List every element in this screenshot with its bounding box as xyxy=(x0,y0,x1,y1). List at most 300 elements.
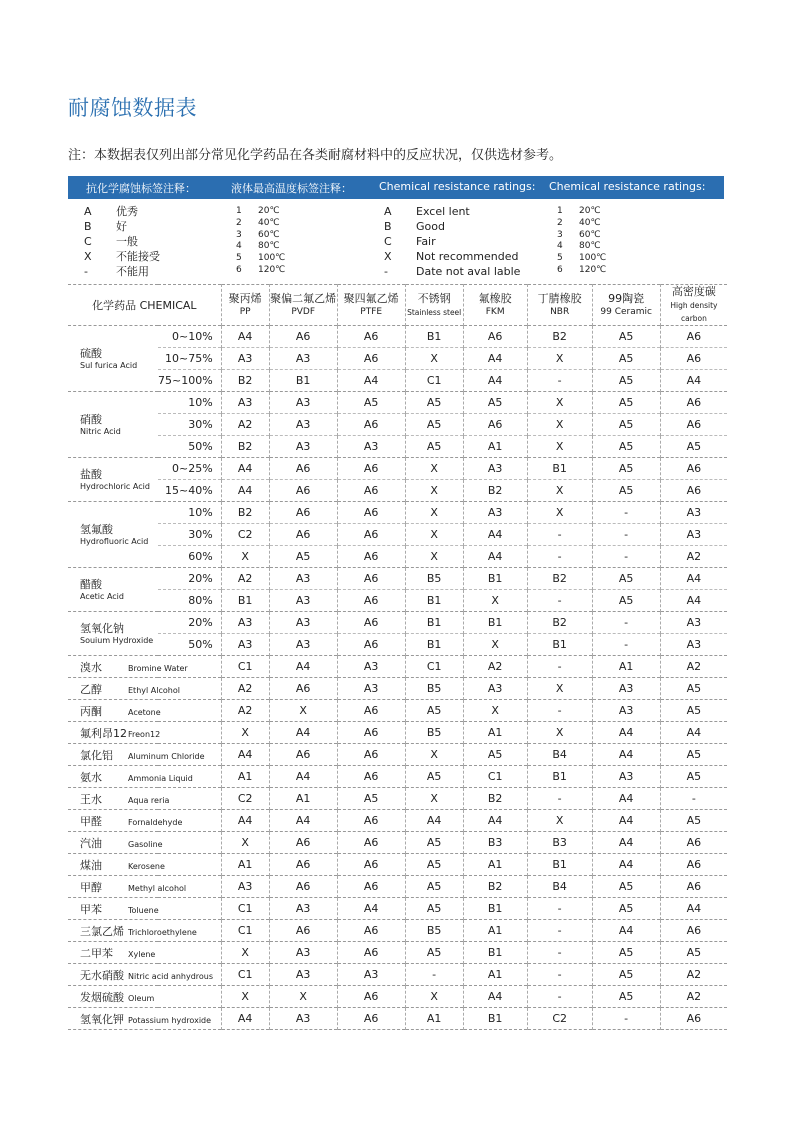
chemical-name-cell xyxy=(68,1008,221,1030)
concentration-cell: 10~75% xyxy=(165,352,213,365)
rating-cell: A3 xyxy=(221,392,269,414)
rating-cell: A2 xyxy=(221,568,269,590)
column-header xyxy=(527,285,592,326)
rating-cell: A5 xyxy=(592,876,660,898)
rating-cell: A5 xyxy=(463,744,527,766)
column-header-zh: 聚偏二氟乙烯 xyxy=(270,291,337,305)
rating-cell: - xyxy=(405,964,463,986)
chemical-name-en: Souium Hydroxide xyxy=(80,635,154,645)
rating-cell: A6 xyxy=(337,568,405,590)
rating-cell: A5 xyxy=(592,392,660,414)
column-header-en: Stainless steel xyxy=(407,307,462,317)
legend-row xyxy=(84,234,160,249)
rating-cell: B1 xyxy=(527,634,592,656)
rating-cell: A6 xyxy=(337,766,405,788)
rating-cell: A2 xyxy=(221,414,269,436)
rating-cell: A4 xyxy=(221,810,269,832)
rating-cell: A4 xyxy=(221,458,269,480)
column-header-zh: 99陶瓷 xyxy=(608,291,645,305)
rating-cell: A6 xyxy=(337,634,405,656)
rating-cell: A6 xyxy=(660,876,727,898)
chemical-name-cell xyxy=(68,722,221,744)
rating-cell: A4 xyxy=(592,920,660,942)
rating-cell: A6 xyxy=(463,326,527,348)
chemical-name-zh: 氢氟酸 xyxy=(80,522,113,536)
rating-cell: X xyxy=(269,700,337,722)
rating-cell: A4 xyxy=(660,370,727,392)
table-row xyxy=(68,348,727,370)
chemical-name-zh: 氢氧化钠 xyxy=(80,621,124,635)
rating-cell: C1 xyxy=(221,964,269,986)
chemical-name-cell xyxy=(68,700,221,722)
legend-row xyxy=(384,264,520,279)
table-row xyxy=(68,590,727,612)
rating-cell: A6 xyxy=(337,876,405,898)
column-header-en: PVDF xyxy=(291,306,316,317)
column-header xyxy=(405,285,463,326)
concentration-cell: 20% xyxy=(188,616,213,629)
chemical-name-en: Ethyl Alcohol xyxy=(128,685,180,695)
rating-cell: A3 xyxy=(269,590,337,612)
column-header-zh: 高密度碳 xyxy=(671,285,716,298)
rating-cell: B2 xyxy=(221,370,269,392)
rating-cell: A5 xyxy=(405,392,463,414)
rating-cell: A6 xyxy=(337,480,405,502)
rating-cell: - xyxy=(527,590,592,612)
rating-cell: A5 xyxy=(405,942,463,964)
rating-cell: B2 xyxy=(527,612,592,634)
rating-cell: - xyxy=(592,1008,660,1030)
rating-cell: A6 xyxy=(337,348,405,370)
column-header xyxy=(660,285,727,326)
chemical-name-en: Nitric acid anhydrous xyxy=(128,971,214,981)
legend-row xyxy=(236,253,285,265)
legend-value: Fair xyxy=(416,235,436,248)
rating-cell: A6 xyxy=(337,546,405,568)
rating-cell: - xyxy=(527,964,592,986)
column-header xyxy=(463,285,527,326)
chemical-name-cell xyxy=(68,942,221,964)
chemical-name-zh: 三氯乙烯 xyxy=(80,924,124,938)
chemical-name-zh: 硫酸 xyxy=(80,346,102,360)
rating-cell: A4 xyxy=(269,656,337,678)
chemical-name-en: Nitric Acid xyxy=(80,426,121,436)
chemical-name-cell xyxy=(68,392,158,458)
column-header xyxy=(337,285,405,326)
column-header-en: PP xyxy=(239,306,251,317)
legend-row xyxy=(557,253,606,265)
rating-cell: A3 xyxy=(269,1008,337,1030)
rating-cell: A5 xyxy=(405,854,463,876)
rating-cell: A1 xyxy=(463,964,527,986)
table-row xyxy=(68,656,727,678)
concentration-cell: 30% xyxy=(188,528,213,541)
rating-cell: A3 xyxy=(269,964,337,986)
chemical-column-header: 化学药品 CHEMICAL xyxy=(92,299,197,312)
rating-cell: X xyxy=(221,986,269,1008)
chemical-name-en: Acetic Acid xyxy=(80,591,124,601)
legend-row xyxy=(384,219,520,234)
rating-cell: A3 xyxy=(269,436,337,458)
rating-cell: A4 xyxy=(221,480,269,502)
table-row xyxy=(68,546,727,568)
rating-cell: A5 xyxy=(337,392,405,414)
chemical-name-cell xyxy=(68,458,158,502)
legend-key: B xyxy=(384,220,392,233)
rating-cell: A4 xyxy=(660,898,727,920)
rating-cell: A4 xyxy=(269,810,337,832)
rating-cell: A6 xyxy=(660,1008,727,1030)
table-row xyxy=(68,920,727,942)
chemical-name-cell xyxy=(68,854,221,876)
rating-cell: A3 xyxy=(337,436,405,458)
rating-cell: B2 xyxy=(221,436,269,458)
legend-value: 一般 xyxy=(116,235,138,248)
column-header xyxy=(221,285,269,326)
legend-row xyxy=(557,241,606,253)
concentration-cell: 0~25% xyxy=(172,462,213,475)
rating-cell: A6 xyxy=(269,920,337,942)
rating-cell: A2 xyxy=(221,678,269,700)
banner-en-ratings-heading: Chemical resistance ratings: xyxy=(379,180,536,193)
legend-row xyxy=(384,204,520,219)
chemical-name-cell xyxy=(68,832,221,854)
rating-cell: A3 xyxy=(592,700,660,722)
rating-cell: - xyxy=(592,612,660,634)
chemical-name-zh: 氨水 xyxy=(80,770,102,784)
rating-cell: A4 xyxy=(463,348,527,370)
rating-cell: A5 xyxy=(592,326,660,348)
rating-cell: A5 xyxy=(660,942,727,964)
legend-value: 不能用 xyxy=(116,265,149,278)
chemical-name-zh: 溴水 xyxy=(80,660,102,674)
rating-cell: C2 xyxy=(221,524,269,546)
legend-key: 2 xyxy=(236,217,242,228)
legend-value: 80℃ xyxy=(258,241,280,252)
chemical-name-cell xyxy=(68,898,221,920)
legend-value: Excel lent xyxy=(416,205,470,218)
rating-cell: B5 xyxy=(405,722,463,744)
rating-cell: C1 xyxy=(405,656,463,678)
rating-cell: A3 xyxy=(269,414,337,436)
rating-cell: X xyxy=(405,788,463,810)
legend-value: 不能接受 xyxy=(116,250,160,263)
rating-cell: X xyxy=(405,502,463,524)
note-text: 注：本数据表仅列出部分常见化学药品在各类耐腐材料中的反应状况，仅供选材参考。 xyxy=(68,148,563,163)
column-header-en: 99 Ceramic xyxy=(600,306,652,317)
chemical-name-zh: 煤油 xyxy=(80,858,102,872)
chemical-name-en: Oleum xyxy=(128,993,155,1003)
chemical-name-cell xyxy=(68,920,221,942)
rating-cell: - xyxy=(527,986,592,1008)
rating-cell: A4 xyxy=(592,788,660,810)
legend-row xyxy=(557,265,606,277)
rating-cell: - xyxy=(592,524,660,546)
legend-value: 40℃ xyxy=(258,217,280,228)
rating-cell: A2 xyxy=(660,656,727,678)
rating-cell: A4 xyxy=(337,898,405,920)
legend-key: 5 xyxy=(557,253,563,264)
legend-row xyxy=(384,249,520,264)
column-header-zh: 聚丙烯 xyxy=(228,291,262,305)
table-row xyxy=(68,722,727,744)
legend-key: 1 xyxy=(236,206,242,216)
chemical-name-zh: 硝酸 xyxy=(80,412,102,426)
chemical-name-en: Ammonia Liquid xyxy=(128,773,193,783)
rating-cell: C2 xyxy=(527,1008,592,1030)
table-row xyxy=(68,392,727,414)
legend-row xyxy=(557,230,606,242)
rating-cell: A3 xyxy=(337,656,405,678)
chemical-name-en: Bromine Water xyxy=(128,663,188,673)
rating-cell: A5 xyxy=(405,414,463,436)
rating-cell: C1 xyxy=(221,898,269,920)
rating-cell: B5 xyxy=(405,568,463,590)
legend-key: - xyxy=(84,265,88,278)
column-header-en: PTFE xyxy=(360,306,383,317)
legend-cn-ratings xyxy=(84,204,160,279)
legend-key: 6 xyxy=(236,264,242,275)
rating-cell: A3 xyxy=(592,766,660,788)
rating-cell: A5 xyxy=(592,480,660,502)
rating-cell: X xyxy=(221,546,269,568)
rating-cell: B1 xyxy=(269,370,337,392)
concentration-cell: 20% xyxy=(188,572,213,585)
rating-cell: A6 xyxy=(660,348,727,370)
rating-cell: A4 xyxy=(221,744,269,766)
legend-key: 5 xyxy=(236,253,242,264)
legend-key: 6 xyxy=(557,264,563,275)
table-row xyxy=(68,898,727,920)
chemical-resistance-table xyxy=(68,284,727,1030)
rating-cell: A6 xyxy=(337,744,405,766)
column-header xyxy=(592,285,660,326)
chemical-name-en: Hydrochloric Acid xyxy=(80,481,150,491)
rating-cell: - xyxy=(660,788,727,810)
chemical-name-cell xyxy=(68,612,158,656)
rating-cell: B1 xyxy=(221,590,269,612)
rating-cell: A6 xyxy=(660,414,727,436)
rating-cell: A4 xyxy=(463,524,527,546)
chemical-name-zh: 甲醛 xyxy=(80,814,102,828)
rating-cell: B1 xyxy=(527,458,592,480)
column-header-en: High density carbon xyxy=(670,301,718,323)
rating-cell: X xyxy=(405,986,463,1008)
rating-cell: B1 xyxy=(405,634,463,656)
rating-cell: A6 xyxy=(337,832,405,854)
chemical-name-zh: 氢氧化钾 xyxy=(80,1012,124,1026)
rating-cell: A5 xyxy=(660,810,727,832)
rating-cell: B2 xyxy=(527,326,592,348)
concentration-cell: 10% xyxy=(188,506,213,519)
rating-cell: A5 xyxy=(660,766,727,788)
table-row xyxy=(68,986,727,1008)
legend-key: C xyxy=(384,235,392,248)
rating-cell: A6 xyxy=(269,876,337,898)
legend-value: 80℃ xyxy=(579,241,601,252)
rating-cell: B1 xyxy=(527,854,592,876)
table-row xyxy=(68,876,727,898)
chemical-name-en: Potassium hydroxide xyxy=(128,1015,212,1025)
chemical-name-zh: 乙醇 xyxy=(80,682,102,696)
rating-cell: - xyxy=(527,920,592,942)
rating-cell: B2 xyxy=(221,502,269,524)
table-row xyxy=(68,414,727,436)
rating-cell: X xyxy=(527,810,592,832)
chemical-name-zh: 丙酮 xyxy=(80,704,102,718)
rating-cell: A6 xyxy=(269,458,337,480)
rating-cell: B2 xyxy=(527,568,592,590)
rating-cell: A6 xyxy=(463,414,527,436)
rating-cell: A5 xyxy=(405,832,463,854)
table-row xyxy=(68,700,727,722)
rating-cell: A4 xyxy=(592,854,660,876)
rating-cell: A4 xyxy=(592,744,660,766)
rating-cell: A6 xyxy=(337,920,405,942)
chemical-name-zh: 王水 xyxy=(80,792,102,806)
legend-value: 好 xyxy=(116,220,127,233)
rating-cell: A3 xyxy=(269,942,337,964)
rating-cell: C1 xyxy=(221,920,269,942)
legend-key: 2 xyxy=(557,217,563,228)
column-header-en: NBR xyxy=(550,306,570,317)
rating-cell: A3 xyxy=(592,678,660,700)
legend-row xyxy=(384,234,520,249)
legend-en-ratings xyxy=(384,204,520,279)
rating-cell: A6 xyxy=(269,854,337,876)
rating-cell: - xyxy=(527,788,592,810)
chemical-name-en: Hydrofluoric Acid xyxy=(80,536,149,546)
rating-cell: A6 xyxy=(269,744,337,766)
rating-cell: X xyxy=(527,414,592,436)
rating-cell: B2 xyxy=(463,480,527,502)
table-row xyxy=(68,832,727,854)
rating-cell: A6 xyxy=(337,458,405,480)
chemical-name-en: Trichloroethylene xyxy=(128,927,197,937)
rating-cell: A5 xyxy=(405,766,463,788)
rating-cell: A3 xyxy=(660,524,727,546)
rating-cell: A5 xyxy=(405,898,463,920)
chemical-name-en: Aqua reria xyxy=(128,795,170,805)
rating-cell: A1 xyxy=(221,854,269,876)
rating-cell: A3 xyxy=(337,964,405,986)
rating-cell: X xyxy=(527,502,592,524)
rating-cell: A6 xyxy=(269,326,337,348)
column-header-en: FKM xyxy=(485,306,505,317)
rating-cell: A5 xyxy=(592,964,660,986)
rating-cell: X xyxy=(221,722,269,744)
banner-cn-ratings-heading: 抗化学腐蚀标签注释： xyxy=(86,182,196,195)
legend-row xyxy=(557,206,606,218)
rating-cell: A4 xyxy=(221,326,269,348)
table-row xyxy=(68,458,727,480)
rating-cell: A5 xyxy=(463,392,527,414)
rating-cell: X xyxy=(405,480,463,502)
chemical-name-zh: 甲苯 xyxy=(80,902,102,916)
chemical-name-en: Gasoline xyxy=(128,839,163,849)
table-header-row xyxy=(68,285,727,326)
rating-cell: A4 xyxy=(337,370,405,392)
chemical-name-zh: 无水硝酸 xyxy=(80,968,124,982)
chemical-name-cell xyxy=(68,810,221,832)
table-row xyxy=(68,370,727,392)
column-header-zh: 聚四氟乙烯 xyxy=(343,291,399,305)
chemical-name-cell xyxy=(68,502,158,568)
rating-cell: A3 xyxy=(660,612,727,634)
rating-cell: - xyxy=(527,546,592,568)
chemical-name-cell xyxy=(68,964,221,986)
rating-cell: A6 xyxy=(269,502,337,524)
rating-cell: A6 xyxy=(337,590,405,612)
rating-cell: A6 xyxy=(269,678,337,700)
rating-cell: A3 xyxy=(221,876,269,898)
rating-cell: A2 xyxy=(660,964,727,986)
rating-cell: A3 xyxy=(221,634,269,656)
rating-cell: - xyxy=(527,942,592,964)
rating-cell: A2 xyxy=(660,546,727,568)
rating-cell: A3 xyxy=(269,612,337,634)
legend-key: - xyxy=(384,265,388,278)
rating-cell: A6 xyxy=(660,326,727,348)
rating-cell: A3 xyxy=(269,392,337,414)
concentration-cell: 30% xyxy=(188,418,213,431)
legend-key: B xyxy=(84,220,92,233)
table-row xyxy=(68,436,727,458)
rating-cell: A6 xyxy=(269,832,337,854)
chemical-name-en: Sul furica Acid xyxy=(80,360,138,370)
rating-cell: A6 xyxy=(337,326,405,348)
legend-value: 120℃ xyxy=(258,264,286,275)
rating-cell: B2 xyxy=(463,876,527,898)
rating-cell: - xyxy=(592,502,660,524)
rating-cell: - xyxy=(527,524,592,546)
chemical-name-en: Xylene xyxy=(128,949,156,959)
column-header xyxy=(269,285,337,326)
rating-cell: X xyxy=(463,634,527,656)
rating-cell: A3 xyxy=(337,678,405,700)
rating-cell: C2 xyxy=(221,788,269,810)
rating-cell: A1 xyxy=(463,722,527,744)
legend-value: 120℃ xyxy=(579,264,607,275)
rating-cell: A5 xyxy=(592,458,660,480)
rating-cell: A6 xyxy=(269,480,337,502)
rating-cell: A1 xyxy=(463,436,527,458)
chemical-name-en: Methyl alcohol xyxy=(128,883,187,893)
rating-cell: A4 xyxy=(269,722,337,744)
rating-cell: A6 xyxy=(660,854,727,876)
rating-cell: A3 xyxy=(269,898,337,920)
legend-value: 20℃ xyxy=(579,206,601,216)
legend-key: 4 xyxy=(236,241,242,252)
rating-cell: A6 xyxy=(337,722,405,744)
rating-cell: A6 xyxy=(337,810,405,832)
chemical-name-cell xyxy=(68,744,221,766)
chemical-name-cell xyxy=(68,568,158,612)
chemical-name-cell xyxy=(68,876,221,898)
legend-row xyxy=(557,218,606,230)
rating-cell: B1 xyxy=(463,612,527,634)
rating-cell: X xyxy=(269,986,337,1008)
rating-cell: A3 xyxy=(463,678,527,700)
rating-cell: A3 xyxy=(269,348,337,370)
concentration-cell: 60% xyxy=(188,550,213,563)
rating-cell: X xyxy=(221,832,269,854)
rating-cell: A1 xyxy=(269,788,337,810)
legend-key: A xyxy=(84,205,92,218)
rating-cell: A5 xyxy=(405,876,463,898)
rating-cell: A4 xyxy=(660,722,727,744)
table-row xyxy=(68,788,727,810)
